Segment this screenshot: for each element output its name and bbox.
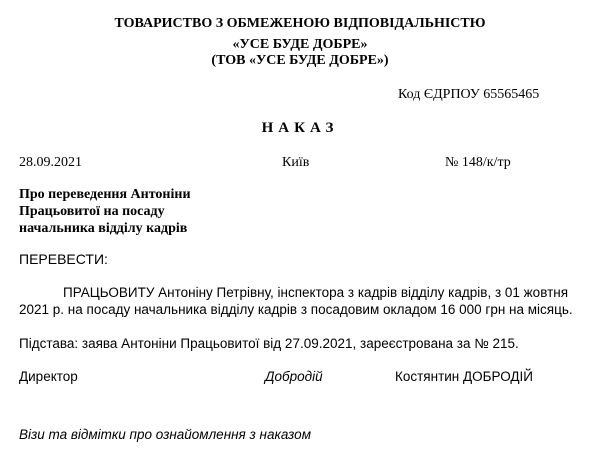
order-action: ПЕРЕВЕСТИ: (19, 251, 108, 267)
edrpou-code: Код ЄДРПОУ 65565465 (398, 87, 540, 102)
signatory-position: Директор (19, 369, 78, 384)
subject-line: начальника відділу кадрів (19, 221, 188, 236)
order-body-line: 2021 р. на посаду начальника відділу кадрів з посадовим окладом 16 000 грн на місяць. (19, 302, 573, 317)
visas-note: Візи та відмітки про ознайомлення з наказом (19, 427, 311, 442)
org-name-line2: «УСЕ БУДЕ ДОБРЕ» (232, 37, 368, 52)
org-name-short: (ТОВ «УСЕ БУДЕ ДОБРЕ») (211, 53, 389, 68)
org-name-line1: ТОВАРИСТВО З ОБМЕЖЕНОЮ ВІДПОВІДАЛЬНІСТЮ (114, 16, 486, 31)
signatory-name: Костянтин ДОБРОДІЙ (395, 369, 534, 384)
subject-line: Про переведення Антоніни (19, 187, 191, 202)
order-number: № 148/к/тр (445, 155, 511, 170)
order-date: 28.09.2021 (19, 155, 82, 170)
order-city: Київ (282, 155, 310, 170)
order-basis: Підстава: заява Антоніни Працьовитої від 27.09.2021, зареєстрована за № 215. (19, 336, 519, 351)
order-body-line: ПРАЦЬОВИТУ Антоніну Петрівну, інспектора з кадрів відділу кадрів, з 01 жовтня (63, 285, 569, 300)
subject-line: Працьовитої на посаду (19, 204, 165, 219)
document-title: НАКАЗ (261, 120, 339, 136)
signature: Добродій (265, 369, 323, 384)
